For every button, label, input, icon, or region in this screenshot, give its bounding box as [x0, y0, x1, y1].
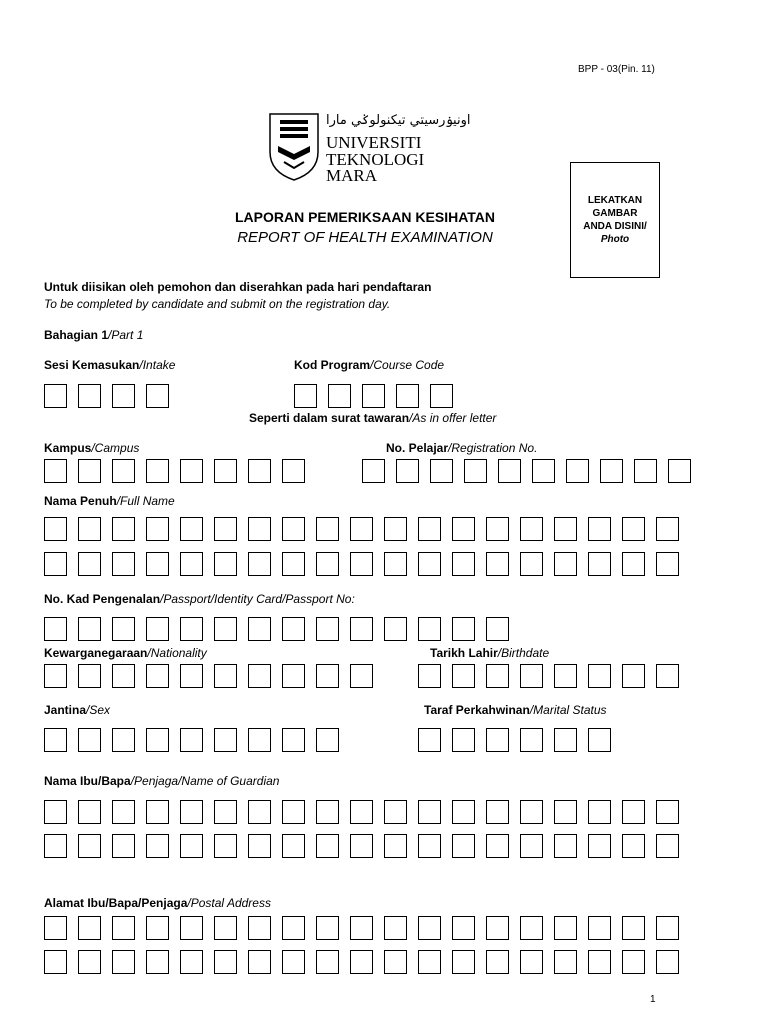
char-box[interactable] — [464, 459, 487, 483]
char-box[interactable] — [554, 950, 577, 974]
char-box[interactable] — [452, 517, 475, 541]
char-box[interactable] — [656, 916, 679, 940]
char-box[interactable] — [78, 728, 101, 752]
char-box[interactable] — [112, 800, 135, 824]
char-box[interactable] — [350, 664, 373, 688]
char-box[interactable] — [622, 664, 645, 688]
char-box[interactable] — [634, 459, 657, 483]
char-box[interactable] — [588, 517, 611, 541]
address-boxes-row2[interactable] — [44, 950, 690, 974]
document-ref: BPP - 03(Pin. 11) — [578, 64, 655, 75]
guardian-label: Nama Ibu/Bapa/Penjaga/Name of Guardian — [44, 774, 280, 788]
form-subtitle: REPORT OF HEALTH EXAMINATION — [237, 229, 493, 246]
logo-line1: UNIVERSITI — [326, 133, 422, 152]
char-box[interactable] — [566, 459, 589, 483]
char-box[interactable] — [622, 800, 645, 824]
char-box[interactable] — [418, 664, 441, 688]
char-box[interactable] — [350, 950, 373, 974]
sex-label: Jantina/Sex — [44, 703, 111, 717]
char-box[interactable] — [180, 517, 203, 541]
char-box[interactable] — [520, 728, 543, 752]
char-box[interactable] — [44, 916, 67, 940]
char-box[interactable] — [498, 459, 521, 483]
char-box[interactable] — [78, 916, 101, 940]
char-box[interactable] — [396, 384, 419, 408]
char-box[interactable] — [554, 664, 577, 688]
sex-boxes[interactable] — [44, 728, 350, 752]
char-box[interactable] — [112, 384, 135, 408]
char-box[interactable] — [316, 728, 339, 752]
char-box[interactable] — [248, 950, 271, 974]
photo-line2: GAMBAR — [592, 208, 638, 219]
logo-line2: TEKNOLOGI — [326, 150, 425, 169]
char-box[interactable] — [282, 800, 305, 824]
char-box[interactable] — [78, 552, 101, 576]
char-box[interactable] — [180, 728, 203, 752]
char-box[interactable] — [214, 834, 237, 858]
course-code-boxes[interactable] — [294, 384, 464, 408]
part-label: Bahagian 1/Part 1 — [44, 328, 144, 342]
char-box[interactable] — [44, 950, 67, 974]
logo-line3: MARA — [326, 166, 378, 185]
char-box[interactable] — [520, 950, 543, 974]
char-box[interactable] — [486, 517, 509, 541]
char-box[interactable] — [588, 664, 611, 688]
char-box[interactable] — [622, 834, 645, 858]
char-box[interactable] — [656, 950, 679, 974]
char-box[interactable] — [78, 617, 101, 641]
char-box[interactable] — [384, 950, 407, 974]
char-box[interactable] — [282, 517, 305, 541]
char-box[interactable] — [384, 552, 407, 576]
photo-placeholder[interactable] — [570, 162, 660, 278]
char-box[interactable] — [588, 834, 611, 858]
char-box[interactable] — [146, 664, 169, 688]
char-box[interactable] — [656, 517, 679, 541]
char-box[interactable] — [622, 950, 645, 974]
ic-label: No. Kad Pengenalan/Passport/Identity Card/Passport No: — [44, 592, 355, 606]
char-box[interactable] — [350, 916, 373, 940]
char-box[interactable] — [588, 552, 611, 576]
char-box[interactable] — [486, 916, 509, 940]
birthdate-label: Tarikh Lahir/Birthdate — [430, 646, 550, 660]
char-box[interactable] — [362, 384, 385, 408]
char-box[interactable] — [452, 552, 475, 576]
char-box[interactable] — [214, 916, 237, 940]
char-box[interactable] — [532, 459, 555, 483]
char-box[interactable] — [214, 950, 237, 974]
char-box[interactable] — [486, 950, 509, 974]
offer-note-label: Seperti dalam surat tawaran/As in offer letter — [249, 411, 497, 425]
char-box[interactable] — [362, 459, 385, 483]
char-box[interactable] — [486, 834, 509, 858]
char-box[interactable] — [452, 617, 475, 641]
char-box[interactable] — [180, 552, 203, 576]
char-box[interactable] — [214, 517, 237, 541]
char-box[interactable] — [396, 459, 419, 483]
intake-boxes[interactable] — [44, 384, 180, 408]
uitm-logo — [266, 106, 471, 185]
char-box[interactable] — [452, 664, 475, 688]
char-box[interactable] — [294, 384, 317, 408]
char-box[interactable] — [384, 916, 407, 940]
char-box[interactable] — [350, 552, 373, 576]
guardian-boxes-row1[interactable] — [44, 800, 690, 824]
address-label: Alamat Ibu/Bapa/Penjaga/Postal Address — [44, 896, 271, 910]
nationality-label: Kewarganegaraan/Nationality — [44, 646, 207, 660]
char-box[interactable] — [452, 800, 475, 824]
ic-boxes[interactable] — [44, 617, 520, 641]
char-box[interactable] — [112, 916, 135, 940]
char-box[interactable] — [588, 916, 611, 940]
char-box[interactable] — [112, 728, 135, 752]
char-box[interactable] — [44, 459, 67, 483]
char-box[interactable] — [146, 617, 169, 641]
char-box[interactable] — [316, 800, 339, 824]
university-crest-icon — [266, 106, 471, 185]
char-box[interactable] — [554, 728, 577, 752]
char-box[interactable] — [554, 552, 577, 576]
char-box[interactable] — [44, 617, 67, 641]
char-box[interactable] — [418, 517, 441, 541]
char-box[interactable] — [44, 384, 67, 408]
char-box[interactable] — [520, 800, 543, 824]
char-box[interactable] — [520, 916, 543, 940]
char-box[interactable] — [146, 834, 169, 858]
char-box[interactable] — [418, 834, 441, 858]
char-box[interactable] — [656, 664, 679, 688]
char-box[interactable] — [554, 916, 577, 940]
registration-label: No. Pelajar/Registration No. — [386, 441, 538, 455]
char-box[interactable] — [112, 664, 135, 688]
char-box[interactable] — [656, 834, 679, 858]
char-box[interactable] — [44, 834, 67, 858]
char-box[interactable] — [622, 552, 645, 576]
char-box[interactable] — [622, 916, 645, 940]
char-box[interactable] — [282, 664, 305, 688]
char-box[interactable] — [78, 950, 101, 974]
char-box[interactable] — [430, 459, 453, 483]
char-box[interactable] — [214, 664, 237, 688]
char-box[interactable] — [112, 950, 135, 974]
char-box[interactable] — [418, 800, 441, 824]
char-box[interactable] — [180, 617, 203, 641]
char-box[interactable] — [112, 834, 135, 858]
full-name-label: Nama Penuh/Full Name — [44, 494, 175, 508]
char-box[interactable] — [282, 728, 305, 752]
char-box[interactable] — [486, 552, 509, 576]
char-box[interactable] — [668, 459, 691, 483]
char-box[interactable] — [588, 950, 611, 974]
char-box[interactable] — [486, 728, 509, 752]
char-box[interactable] — [248, 916, 271, 940]
char-box[interactable] — [146, 800, 169, 824]
photo-line3: ANDA DISINI/ — [583, 221, 647, 232]
char-box[interactable] — [520, 664, 543, 688]
char-box[interactable] — [248, 834, 271, 858]
char-box[interactable] — [418, 950, 441, 974]
char-box[interactable] — [44, 664, 67, 688]
char-box[interactable] — [316, 664, 339, 688]
char-box[interactable] — [214, 552, 237, 576]
intake-label: Sesi Kemasukan/Intake — [44, 358, 176, 372]
instruction-malay: Untuk diisikan oleh pemohon dan diserahkan pada hari pendaftaran — [44, 280, 432, 294]
address-boxes-row1[interactable] — [44, 916, 690, 940]
char-box[interactable] — [588, 728, 611, 752]
char-box[interactable] — [44, 800, 67, 824]
char-box[interactable] — [248, 617, 271, 641]
char-box[interactable] — [418, 552, 441, 576]
char-box[interactable] — [214, 800, 237, 824]
char-box[interactable] — [214, 728, 237, 752]
char-box[interactable] — [282, 617, 305, 641]
char-box[interactable] — [452, 834, 475, 858]
course-code-label: Kod Program/Course Code — [294, 358, 445, 372]
char-box[interactable] — [384, 800, 407, 824]
marital-label: Taraf Perkahwinan/Marital Status — [424, 703, 607, 717]
guardian-boxes-row2[interactable] — [44, 834, 690, 858]
char-box[interactable] — [316, 552, 339, 576]
char-box[interactable] — [112, 517, 135, 541]
char-box[interactable] — [146, 517, 169, 541]
char-box[interactable] — [316, 950, 339, 974]
page-number: 1 — [650, 994, 656, 1005]
char-box[interactable] — [418, 916, 441, 940]
char-box[interactable] — [656, 800, 679, 824]
char-box[interactable] — [146, 459, 169, 483]
full-name-boxes-row1[interactable] — [44, 517, 690, 541]
char-box[interactable] — [112, 552, 135, 576]
instruction-english: To be completed by candidate and submit on the registration day. — [44, 297, 391, 311]
logo-arabic: اونيۏرسيتي تيكنولوݢي مارا — [326, 113, 471, 128]
photo-line4: Photo — [600, 234, 630, 245]
char-box[interactable] — [146, 916, 169, 940]
char-box[interactable] — [384, 617, 407, 641]
char-box[interactable] — [350, 800, 373, 824]
char-box[interactable] — [554, 800, 577, 824]
char-box[interactable] — [180, 950, 203, 974]
campus-label: Kampus/Campus — [44, 441, 140, 455]
char-box[interactable] — [180, 834, 203, 858]
char-box[interactable] — [350, 517, 373, 541]
char-box[interactable] — [248, 552, 271, 576]
char-box[interactable] — [452, 950, 475, 974]
char-box[interactable] — [180, 800, 203, 824]
char-box[interactable] — [78, 664, 101, 688]
char-box[interactable] — [328, 384, 351, 408]
char-box[interactable] — [180, 916, 203, 940]
char-box[interactable] — [622, 517, 645, 541]
char-box[interactable] — [78, 834, 101, 858]
char-box[interactable] — [282, 834, 305, 858]
registration-boxes[interactable] — [362, 459, 702, 483]
char-box[interactable] — [248, 800, 271, 824]
char-box[interactable] — [282, 459, 305, 483]
char-box[interactable] — [146, 950, 169, 974]
campus-boxes[interactable] — [44, 459, 316, 483]
char-box[interactable] — [78, 384, 101, 408]
char-box[interactable] — [316, 916, 339, 940]
char-box[interactable] — [282, 552, 305, 576]
char-box[interactable] — [146, 728, 169, 752]
photo-line1: LEKATKAN — [587, 195, 643, 206]
full-name-boxes-row2[interactable] — [44, 552, 690, 576]
char-box[interactable] — [656, 552, 679, 576]
form-title: LAPORAN PEMERIKSAAN KESIHATAN — [234, 209, 496, 225]
char-box[interactable] — [520, 834, 543, 858]
char-box[interactable] — [214, 459, 237, 483]
char-box[interactable] — [78, 800, 101, 824]
char-box[interactable] — [248, 517, 271, 541]
char-box[interactable] — [588, 800, 611, 824]
char-box[interactable] — [316, 834, 339, 858]
char-box[interactable] — [112, 459, 135, 483]
char-box[interactable] — [418, 617, 441, 641]
char-box[interactable] — [44, 728, 67, 752]
char-box[interactable] — [316, 517, 339, 541]
char-box[interactable] — [600, 459, 623, 483]
char-box[interactable] — [282, 916, 305, 940]
char-box[interactable] — [180, 664, 203, 688]
char-box[interactable] — [520, 552, 543, 576]
char-box[interactable] — [248, 459, 271, 483]
char-box[interactable] — [486, 617, 509, 641]
char-box[interactable] — [180, 459, 203, 483]
char-box[interactable] — [384, 834, 407, 858]
char-box[interactable] — [430, 384, 453, 408]
char-box[interactable] — [486, 664, 509, 688]
char-box[interactable] — [248, 664, 271, 688]
char-box[interactable] — [554, 834, 577, 858]
char-box[interactable] — [316, 617, 339, 641]
char-box[interactable] — [554, 517, 577, 541]
char-box[interactable] — [350, 617, 373, 641]
char-box[interactable] — [418, 728, 441, 752]
char-box[interactable] — [452, 728, 475, 752]
char-box[interactable] — [282, 950, 305, 974]
char-box[interactable] — [248, 728, 271, 752]
char-box[interactable] — [78, 459, 101, 483]
char-box[interactable] — [486, 800, 509, 824]
char-box[interactable] — [44, 517, 67, 541]
char-box[interactable] — [146, 552, 169, 576]
nationality-boxes[interactable] — [44, 664, 384, 688]
char-box[interactable] — [520, 517, 543, 541]
char-box[interactable] — [44, 552, 67, 576]
char-box[interactable] — [452, 916, 475, 940]
char-box[interactable] — [214, 617, 237, 641]
char-box[interactable] — [146, 384, 169, 408]
char-box[interactable] — [78, 517, 101, 541]
birthdate-boxes[interactable] — [418, 664, 690, 688]
char-box[interactable] — [384, 517, 407, 541]
char-box[interactable] — [112, 617, 135, 641]
char-box[interactable] — [350, 834, 373, 858]
marital-boxes[interactable] — [418, 728, 622, 752]
